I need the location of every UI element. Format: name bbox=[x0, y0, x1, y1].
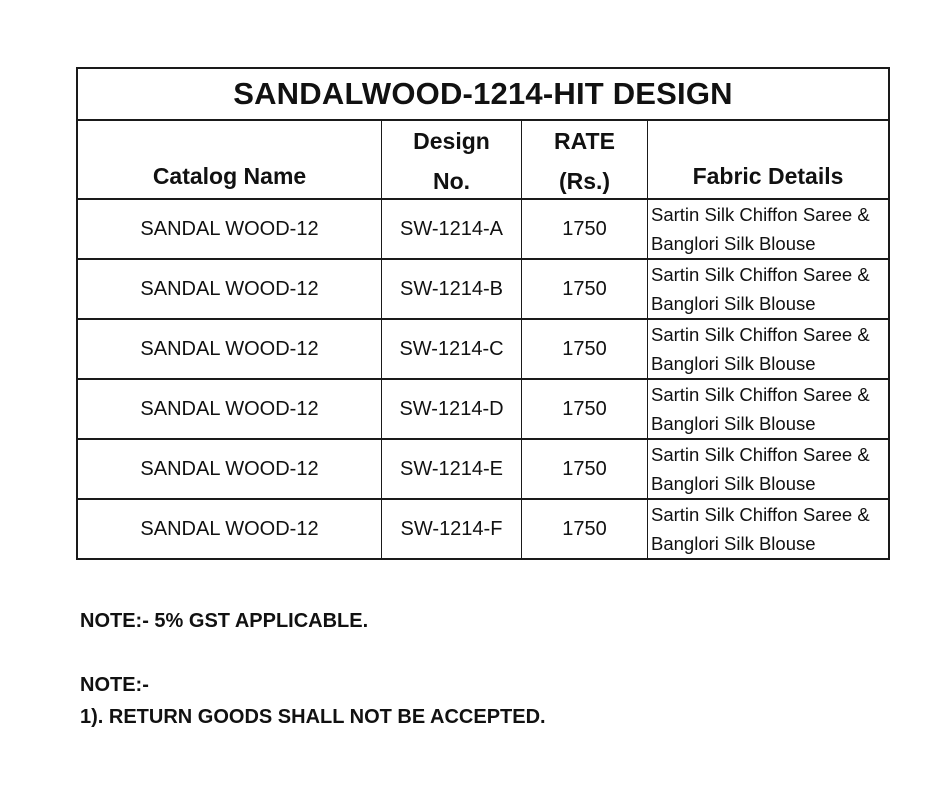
rate-cell: 1750 bbox=[522, 440, 648, 498]
table-row bbox=[78, 260, 888, 320]
rate-cell: 1750 bbox=[522, 500, 648, 558]
price-list-table bbox=[76, 67, 890, 560]
rate-cell: 1750 bbox=[522, 200, 648, 258]
header-design-line1: Design bbox=[413, 128, 490, 154]
fabric-line-1: Sartin Silk Chiffon Saree & bbox=[651, 384, 870, 405]
design-no-cell: SW-1214-E bbox=[382, 440, 522, 498]
rate-cell: 1750 bbox=[522, 260, 648, 318]
catalog-name-cell: SANDAL WOOD-12 bbox=[78, 260, 382, 318]
header-catalog-name bbox=[78, 121, 382, 198]
fabric-details-cell bbox=[648, 320, 888, 378]
header-fabric-label: Fabric Details bbox=[692, 163, 844, 189]
design-no-cell: SW-1214-B bbox=[382, 260, 522, 318]
fabric-line-1: Sartin Silk Chiffon Saree & bbox=[651, 504, 870, 525]
fabric-details-cell bbox=[648, 500, 888, 558]
table-row bbox=[78, 320, 888, 380]
fabric-details-cell bbox=[648, 200, 888, 258]
catalog-name-cell: SANDAL WOOD-12 bbox=[78, 440, 382, 498]
rate-cell: 1750 bbox=[522, 320, 648, 378]
fabric-details-cell bbox=[648, 260, 888, 318]
fabric-line-1: Sartin Silk Chiffon Saree & bbox=[651, 264, 870, 285]
design-no-cell: SW-1214-F bbox=[382, 500, 522, 558]
fabric-line-1: Sartin Silk Chiffon Saree & bbox=[651, 444, 870, 465]
header-rate-line2: (Rs.) bbox=[558, 168, 611, 194]
fabric-line-2: Banglori Silk Blouse bbox=[651, 473, 816, 494]
fabric-line-2: Banglori Silk Blouse bbox=[651, 413, 816, 434]
fabric-line-2: Banglori Silk Blouse bbox=[651, 233, 816, 254]
catalog-name-cell: SANDAL WOOD-12 bbox=[78, 380, 382, 438]
table-row bbox=[78, 500, 888, 558]
table-row bbox=[78, 440, 888, 500]
rate-cell: 1750 bbox=[522, 380, 648, 438]
table-row bbox=[78, 200, 888, 260]
table-row bbox=[78, 380, 888, 440]
design-no-cell: SW-1214-C bbox=[382, 320, 522, 378]
header-row bbox=[78, 121, 888, 200]
gst-note: NOTE:- 5% GST APPLICABLE. bbox=[80, 610, 369, 632]
design-no-cell: SW-1214-D bbox=[382, 380, 522, 438]
fabric-line-1: Sartin Silk Chiffon Saree & bbox=[651, 204, 870, 225]
header-design-line2: No. bbox=[432, 168, 471, 194]
table-title: SANDALWOOD-1214-HIT DESIGN bbox=[78, 69, 888, 121]
header-catalog-label: Catalog Name bbox=[152, 163, 307, 189]
return-policy-note: 1). RETURN GOODS SHALL NOT BE ACCEPTED. bbox=[80, 706, 546, 728]
header-design-no bbox=[382, 121, 522, 198]
fabric-line-1: Sartin Silk Chiffon Saree & bbox=[651, 324, 870, 345]
catalog-name-cell: SANDAL WOOD-12 bbox=[78, 200, 382, 258]
fabric-line-2: Banglori Silk Blouse bbox=[651, 533, 816, 554]
header-fabric-details bbox=[648, 121, 888, 198]
fabric-line-2: Banglori Silk Blouse bbox=[651, 353, 816, 374]
header-rate-line1: RATE bbox=[554, 128, 615, 154]
header-rate bbox=[522, 121, 648, 198]
catalog-name-cell: SANDAL WOOD-12 bbox=[78, 320, 382, 378]
design-no-cell: SW-1214-A bbox=[382, 200, 522, 258]
fabric-details-cell bbox=[648, 440, 888, 498]
note-heading: NOTE:- bbox=[80, 674, 149, 696]
fabric-line-2: Banglori Silk Blouse bbox=[651, 293, 816, 314]
fabric-details-cell bbox=[648, 380, 888, 438]
catalog-name-cell: SANDAL WOOD-12 bbox=[78, 500, 382, 558]
